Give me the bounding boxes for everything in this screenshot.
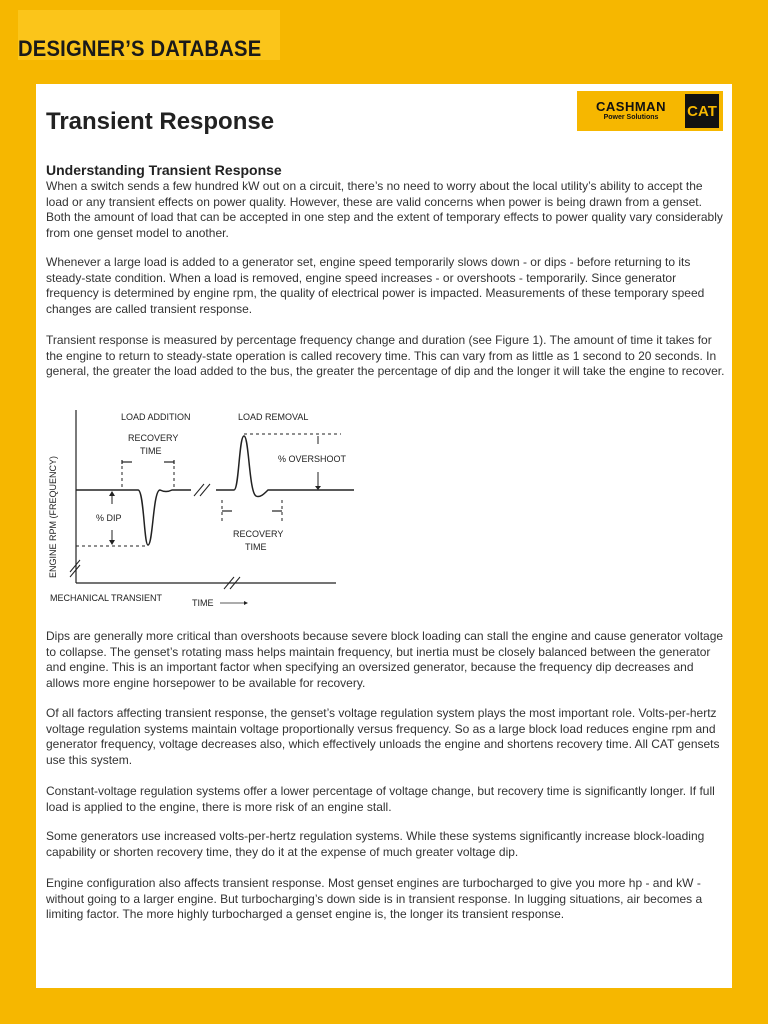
y-axis-break bbox=[70, 565, 80, 577]
recovery-time-label: TIME bbox=[140, 446, 162, 456]
paragraph: Some generators use increased volts-per-hertz regulation systems. While these systems significantly increase block-loading capability or shorten recovery time, they do it at the expense of much greater voltage dip. bbox=[46, 829, 705, 859]
paragraph: Of all factors affecting transient response, the genset’s voltage regulation system plays the most important role. Volts-per-hertz voltage regulation systems maintain voltage proportionally versus frequency. So as a large block load reduces engine rpm and generator frequency, voltage decreases also, which effectively unloads the engine and shortens recovery time. All CAT gensets use this system. bbox=[46, 706, 720, 767]
paragraph: Constant-voltage regulation systems offer a lower percentage of voltage change, but recovery time is significantly longer. If full load is applied to the engine, there is more risk of an engine stall. bbox=[46, 784, 715, 814]
logo-subtitle: Power Solutions bbox=[603, 114, 659, 121]
page-title: Transient Response bbox=[46, 108, 275, 135]
paragraph: Engine configuration also affects transient response. Most genset engines are turbocharged to give you more hp - and kW - without going to a larger engine. But turbocharging’s down side is in transient response. In lugging situations, air becomes a limiting factor. The more highly turbocharged a genset engine is, the longer its transient response. bbox=[46, 876, 703, 921]
document-page bbox=[36, 84, 732, 988]
cashman-cat-logo bbox=[577, 91, 723, 131]
recovery-time-label: RECOVERY bbox=[128, 433, 179, 443]
transient-response-diagram bbox=[36, 400, 396, 610]
time-arrowhead bbox=[244, 601, 248, 605]
paragraph: When a switch sends a few hundred kW out on a circuit, there’s no need to worry about the local utility’s ability to accept the load or any transient effects on power quality. However, these are valid concerns when power is being drawn from a genset. Both the amount of load that can be accepted in one step and the extent of temporary effects to power quality vary considerably from one genset model to another. bbox=[46, 179, 723, 240]
paragraph: Dips are generally more critical than overshoots because severe block loading can stall the engine and cause generator voltage to collapse. The genset’s rotating mass helps maintain frequency, but inertia must be closely balanced between the generator and engine. This is an important factor when specifying an oversized generator, because the frequency dip decreases and allows more engine horsepower to be available for recovery. bbox=[46, 629, 724, 690]
dip-label: % DIP bbox=[96, 513, 122, 523]
logo-text bbox=[577, 100, 685, 122]
time-axis-label: TIME bbox=[192, 598, 214, 608]
transient-response-figure bbox=[36, 400, 396, 610]
mechanical-transient-label: MECHANICAL TRANSIENT bbox=[50, 593, 163, 603]
load-addition-label: LOAD ADDITION bbox=[121, 412, 191, 422]
recovery-time-label: RECOVERY bbox=[233, 529, 284, 539]
paragraph: Transient response is measured by percentage frequency change and duration (see Figure 1). The amount of time it takes for the engine to return to steady-state operation is called recovery time. This can vary from as little as 1 second to 20 seconds. In general, the greater the load added to the bus, the greater the percentage of dip and the longer it will take the engine to recover. bbox=[46, 333, 725, 378]
section-heading: Understanding Transient Response bbox=[46, 162, 282, 178]
dip-curve bbox=[76, 490, 191, 545]
curve-break bbox=[200, 484, 210, 496]
database-title: DESIGNER’S DATABASE bbox=[18, 36, 262, 61]
recovery-time-label: TIME bbox=[245, 542, 267, 552]
curve-break bbox=[194, 484, 204, 496]
dip-arrowhead bbox=[109, 540, 115, 545]
logo-name: CASHMAN bbox=[596, 99, 666, 114]
overshoot-label: % OVERSHOOT bbox=[278, 454, 347, 464]
dip-arrowhead bbox=[109, 491, 115, 496]
cat-brand-mark: CAT bbox=[685, 94, 719, 128]
y-axis-label: ENGINE RPM (FREQUENCY) bbox=[48, 455, 58, 578]
y-axis-break bbox=[70, 560, 80, 572]
load-removal-label: LOAD REMOVAL bbox=[238, 412, 309, 422]
overshoot-curve bbox=[216, 436, 354, 497]
paragraph: Whenever a large load is added to a generator set, engine speed temporarily slows down - or dips - before returning to its steady-state condition. When a load is removed, engine speed increases - or overshoots - temporarily. Since generator frequency is determined by engine rpm, the quality of electrical power is impacted. Measurements of these temporary speed changes are called transient response. bbox=[46, 255, 705, 316]
